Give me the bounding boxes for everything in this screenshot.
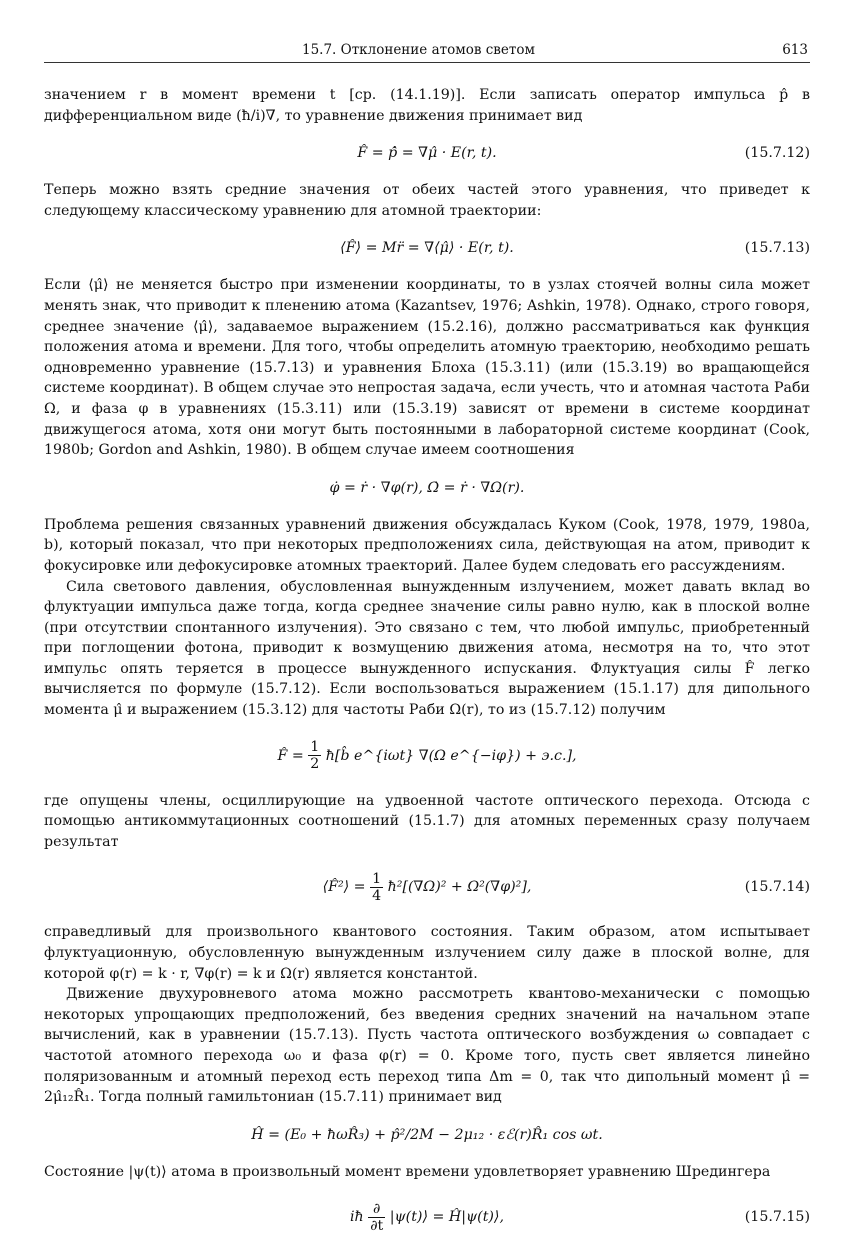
equation-suffix: ħ²[(∇Ω)² + Ω²(∇φ)²],: [387, 879, 532, 896]
fraction: [368, 1201, 385, 1234]
fraction-denominator: 4: [372, 887, 382, 904]
paragraph-7: справедливый для произвольного квантового состояния. Таким образом, атом испытывает флуктуационную, обусловленную вынужденным излучением силу даже в плоской волне, для которой φ(r) = k · r, ∇φ(r) = k и Ω(r) является константой.: [44, 924, 810, 982]
paragraph-5: Сила светового давления, обусловленная вынужденным излучением, может давать вклад во флуктуации импульса даже тогда, когда среднее значение силы равно нулю, как в плоской волне (при отсутствии спонтанного излучения). Это связано с тем, что любой импульс, приобретенный при поглощении фотона, приводит к возмущению движения атома, несмотря на то, что этот импульс опять теряется в процессе вынужденного испускания. Флуктуация силы F̂ легко вычисляется по формуле (15.7.12). Если воспользоваться выражением (15.1.17) для дипольного момента μ̂ и выражением (15.3.12) для частоты Раби Ω(r), то из (15.7.12) получим: [44, 578, 810, 719]
equation-phase-rates: [44, 467, 810, 509]
fraction-numerator: ∂: [368, 1201, 385, 1218]
fraction: [308, 739, 321, 772]
paragraph-1: значением r в момент времени t [ср. (14.1.19)]. Если записать оператор импульса p̂ в дифференциальном виде (ħ/i)∇, то уравнение движения принимает вид: [44, 87, 810, 124]
equation-suffix: |ψ(t)⟩ = Ĥ|ψ(t)⟩,: [389, 1209, 504, 1226]
equation-15-7-14: [44, 858, 810, 916]
running-head: [44, 40, 810, 63]
fraction-numerator: 1: [310, 739, 320, 756]
fraction: [370, 871, 383, 904]
equation-force-expansion: [44, 727, 810, 785]
equation-formula: F̂ = p̂̇ = ∇μ̂ · E(r, t).: [357, 145, 497, 162]
fraction-numerator: 1: [372, 870, 382, 887]
equation-suffix: ħ[b̂ e^{iωt} ∇(Ω e^{−iφ}) + э.с.],: [325, 747, 577, 764]
equation-prefix: iħ: [350, 1209, 364, 1226]
paragraph-8: Движение двухуровневого атома можно рассмотреть квантово-механически с помощью некоторых упрощающих предположений, без введения средних значений на начальном этапе вычислений, как в уравнении (15.7.13). Пусть частота оптического возбуждения ω совпадает с частотой атомного перехода ω₀ и фаза φ(r) = 0. Кроме того, пусть свет является линейно поляризованным и атомный переход есть переход типа Δm = 0, так что дипольный момент μ̂ = 2μ̂₁₂R̂₁. Тогда полный гамильтониан (15.7.11) принимает вид: [44, 986, 810, 1106]
equation-prefix: ⟨F̂²⟩ =: [322, 879, 366, 896]
fraction-denominator: 2: [310, 756, 320, 773]
equation-formula: ⟨F̂⟩ = Mr̈ = ∇⟨μ̂⟩ · E(r, t).: [340, 240, 514, 257]
paragraph-3: Если ⟨μ̂⟩ не меняется быстро при изменении координаты, то в узлах стоячей волны сила может менять знак, что приводит к пленению атома (Kazantsev, 1976; Ashkin, 1978). Однако, строго говоря, среднее значение ⟨μ̂⟩, задаваемое выражением (15.2.16), должно рассматриваться как функция положения атома и времени. Для того, чтобы определить атомную траекторию, необходимо решать одновременно уравнение (15.7.13) и уравнения Блоха (15.3.11) (или (15.3.19) во вращающейся системе координат). В общем случае это непростая задача, если учесть, что и атомная частота Раби Ω, и фаза φ в уравнениях (15.3.11) или (15.3.19) зависят от времени в системе координат движущегося атома, хотя они могут быть постоянными в лабораторной системе координат (Cook, 1980b; Gordon and Ashkin, 1980). В общем случае имеем соотношения: [44, 277, 810, 459]
paragraph-2: Теперь можно взять средние значения от обеих частей этого уравнения, что приведет к следующему классическому уравнению для атомной траектории:: [44, 182, 810, 219]
equation-formula: φ̇ = ṙ · ∇φ(r), Ω̇ = ṙ · ∇Ω(r).: [329, 479, 525, 496]
fraction-denominator: ∂t: [370, 1217, 384, 1234]
equation-prefix: F̂ =: [277, 747, 304, 764]
page-body: [44, 85, 810, 1246]
equation-formula: [44, 727, 810, 785]
equation-hamiltonian: [44, 1114, 810, 1156]
running-head-title: 15.7. Отклонение атомов светом: [302, 42, 535, 58]
equation-number: (15.7.12): [744, 145, 810, 162]
equation-formula: Ĥ = (E₀ + ħωR̂₃) + p̂²/2M − 2μ₁₂ · εℰ(r)R̂₁ cos ωt.: [251, 1126, 603, 1143]
paragraph-4: Проблема решения связанных уравнений движения обсуждалась Куком (Cook, 1978, 1979, 1980a, b), который показал, что при некоторых предположениях сила, действующая на атом, приводит к фокусировке или дефокусировке атомных траекторий. Далее будем следовать его рассуждениям.: [44, 516, 810, 574]
equation-formula: [44, 1188, 810, 1246]
equation-15-7-13: [44, 227, 810, 269]
page-number: 613: [782, 42, 808, 58]
equation-number: (15.7.13): [744, 240, 810, 257]
equation-number: (15.7.14): [744, 879, 810, 896]
paragraph-6: где опущены члены, осциллирующие на удвоенной частоте оптического перехода. Отсюда с помощью антикоммутационных соотношений (15.1.7) для атомных переменных сразу получаем результат: [44, 792, 810, 850]
equation-number: (15.7.15): [744, 1209, 810, 1226]
equation-15-7-12: [44, 132, 810, 174]
equation-15-7-15: [44, 1188, 810, 1246]
equation-formula: [44, 858, 810, 916]
page: [44, 40, 810, 1252]
paragraph-9: Состояние |ψ(t)⟩ атома в произвольный момент времени удовлетворяет уравнению Шредингера: [44, 1163, 771, 1180]
